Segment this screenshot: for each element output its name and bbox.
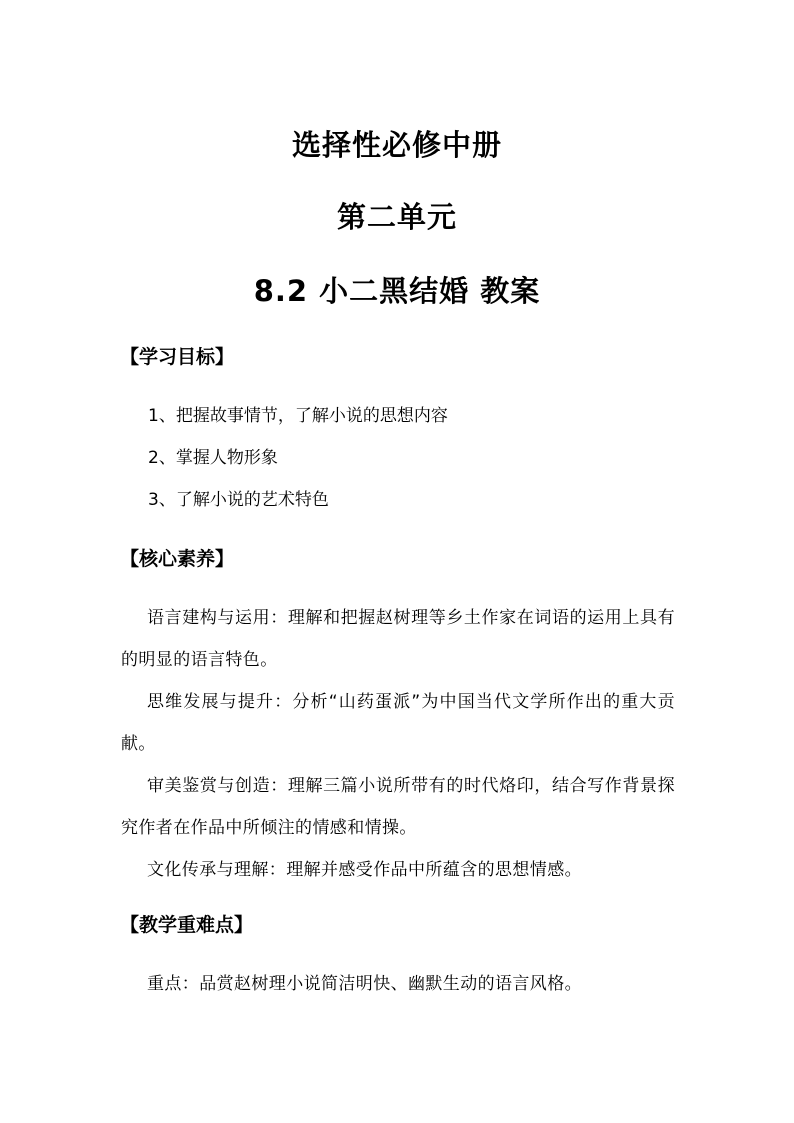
objective-item: 3、了解小说的艺术特色 [148, 490, 329, 510]
teaching-focus-heading: 【教学重难点】 [120, 914, 254, 936]
objective-item: 1、把握故事情节，了解小说的思想内容 [148, 406, 448, 426]
learning-objectives-heading: 【学习目标】 [120, 346, 235, 368]
literacy-paragraph: 思维发展与提升：分析“山药蛋派”为中国当代文学所作出的重大贡献。 [121, 692, 675, 754]
literacy-paragraph: 文化传承与理解：理解并感受作品中所蕴含的思想情感。 [147, 860, 582, 880]
key-point-paragraph: 重点：品赏赵树理小说简洁明快、幽默生动的语言风格。 [147, 974, 582, 994]
objective-item: 2、掌握人物形象 [148, 448, 278, 468]
core-literacy-heading: 【核心素养】 [120, 548, 235, 570]
literacy-paragraph: 语言建构与运用：理解和把握赵树理等乡土作家在词语的运用上具有的明显的语言特色。 [121, 608, 675, 670]
course-title: 选择性必修中册 [291, 128, 502, 162]
literacy-paragraph: 审美鉴赏与创造：理解三篇小说所带有的时代烙印，结合写作背景探究作者在作品中所倾注的情感和情操。 [121, 776, 675, 838]
lesson-title: 8.2 小二黑结婚 教案 [253, 274, 541, 308]
unit-title: 第二单元 [336, 200, 457, 234]
